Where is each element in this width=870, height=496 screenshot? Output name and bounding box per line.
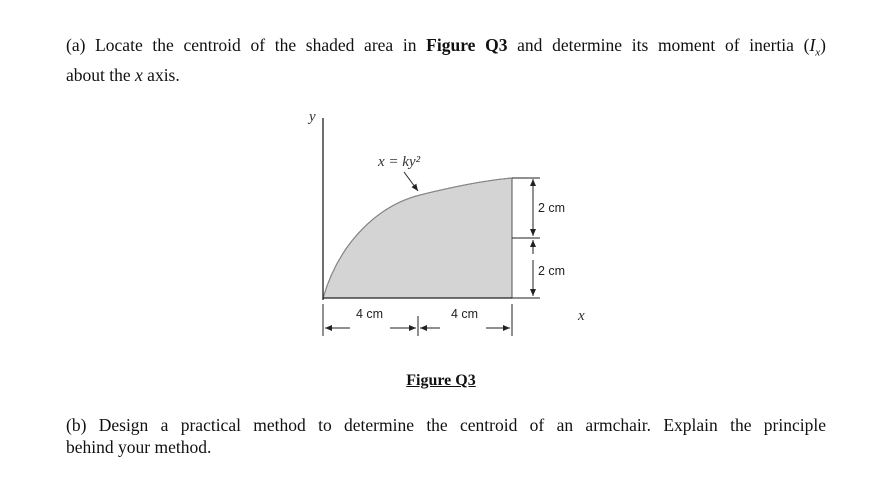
y-axis-label: y <box>309 109 316 125</box>
question-a-line-2: about the x axis. <box>66 64 180 85</box>
question-part-b <box>66 414 826 458</box>
x-axis-label: x <box>578 308 585 324</box>
figure-caption: Figure Q3 <box>406 372 476 389</box>
question-b-line-2: behind your method. <box>66 437 212 457</box>
dim-label-bottom-left: 4 cm <box>356 307 384 321</box>
curve-equation-label: x = ky² <box>378 154 421 170</box>
figure-reference: Figure Q3 <box>426 35 508 55</box>
dim-label-top-right: 2 cm <box>538 201 566 215</box>
dim-label-bottom-right: 2 cm <box>538 264 566 278</box>
dim-label-bottom-mid: 4 cm <box>451 307 479 321</box>
question-b-line-1: (b) Design a practical method to determine the centroid of an armchair. Explain the principle <box>66 415 826 435</box>
curve-leader-arrow <box>404 172 418 191</box>
question-a-line-1: (a) Locate the centroid of the shaded area in Figure Q3 and determine its moment of inertia $(I_x)$ <box>66 35 826 59</box>
